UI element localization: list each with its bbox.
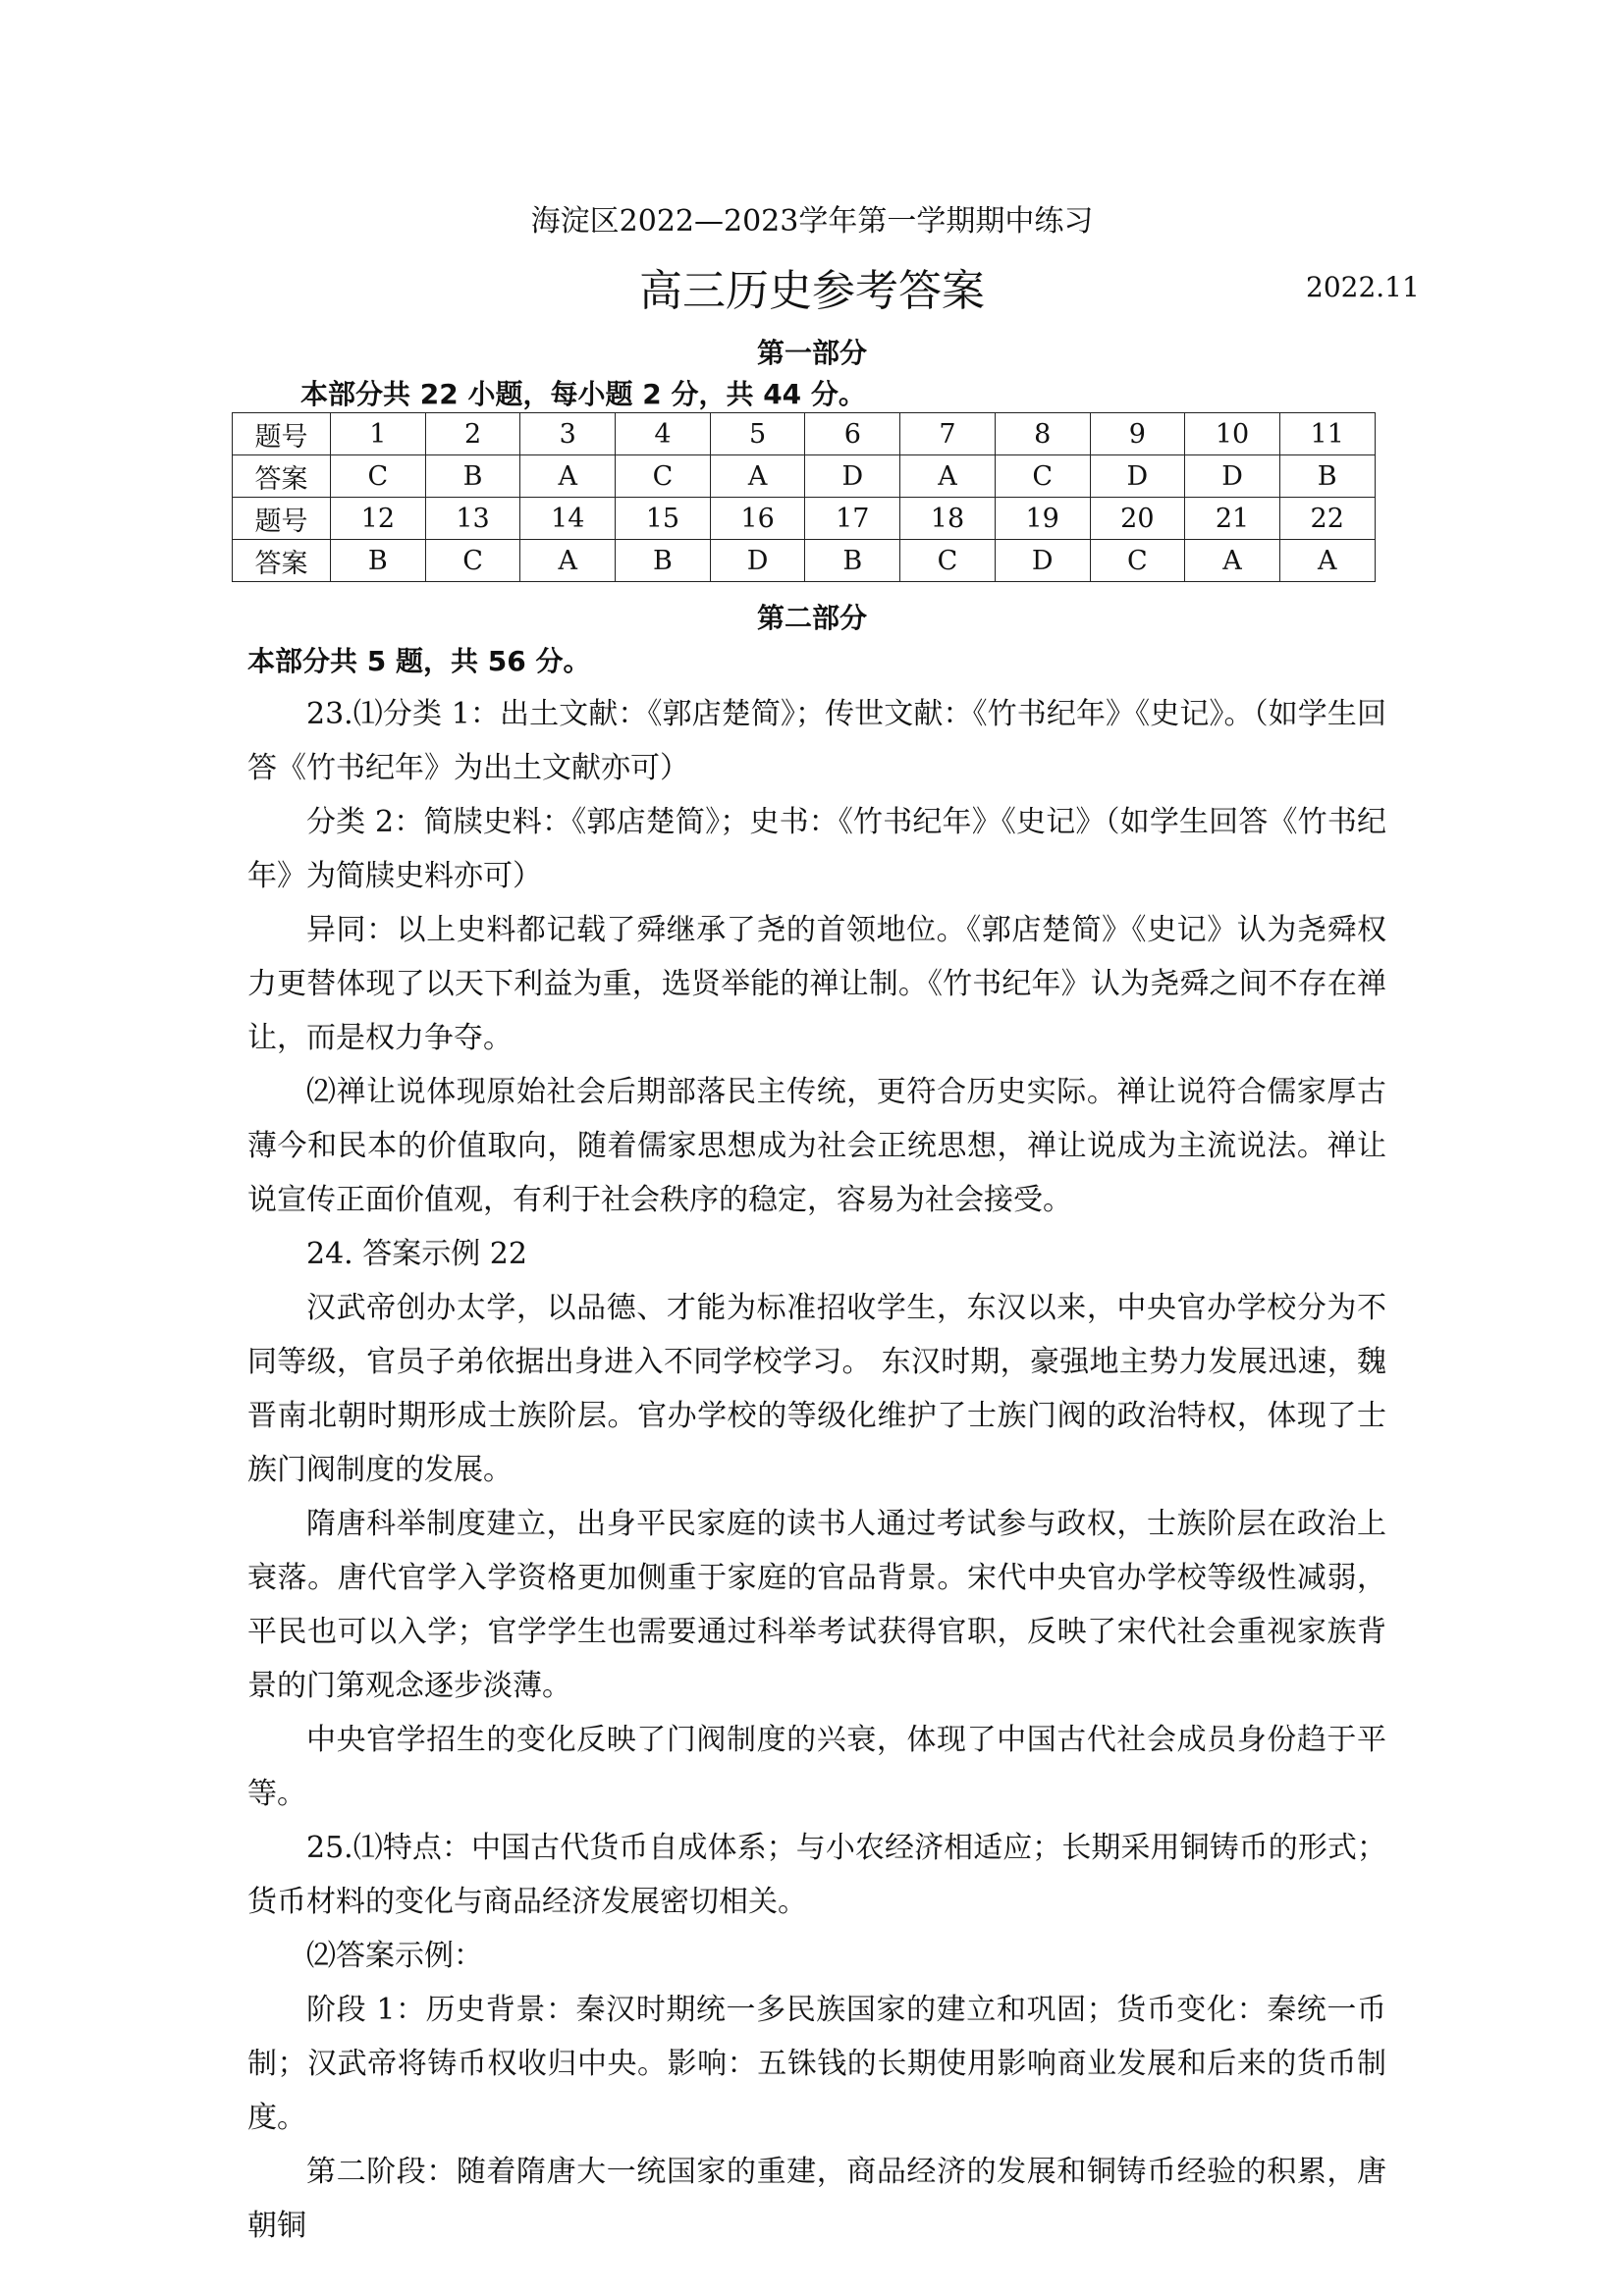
table-cell: A — [710, 455, 805, 498]
answer-paragraph: 第二阶段：随着隋唐大一统国家的重建，商品经济的发展和铜铸币经验的积累，唐朝铜 — [247, 2155, 1386, 2243]
answer-paragraph: 隋唐科举制度建立，出身平民家庭的读书人通过考试参与政权，士族阶层在政治上衰落。唐代官学入学资格更加侧重于家庭的官品背景。宋代中央官办学校等级性减弱，平民也可以入学；官学学生也需要通过科举考试获得官职，反映了宋代社会重视家族背景的门第观念逐步淡薄。 — [247, 1507, 1386, 1703]
table-cell: B — [616, 540, 711, 582]
table-cell: 21 — [1185, 498, 1280, 540]
table-cell: 19 — [995, 498, 1090, 540]
table-cell: D — [710, 540, 805, 582]
table-cell: B — [805, 540, 900, 582]
answer-table — [232, 412, 1376, 582]
table-cell: 7 — [900, 413, 996, 455]
table-cell: 20 — [1090, 498, 1185, 540]
table-cell: A — [1279, 540, 1375, 582]
table-cell: 18 — [900, 498, 996, 540]
table-cell: 11 — [1279, 413, 1375, 455]
answer-paragraph: ⑵答案示例： — [306, 1939, 483, 1973]
table-cell: 17 — [805, 498, 900, 540]
part1-heading: 第一部分 — [756, 337, 867, 369]
table-cell: 4 — [616, 413, 711, 455]
table-cell: 14 — [520, 498, 616, 540]
part2-note: 本部分共 5 题，共 56 分。 — [247, 645, 591, 677]
table-row — [233, 498, 1376, 540]
table-cell: 3 — [520, 413, 616, 455]
table-cell: C — [331, 455, 426, 498]
answer-paragraph: 汉武帝创办太学，以品德、才能为标准招收学生，东汉以来，中央官办学校分为不同等级，官员子弟依据出身进入不同学校学习。 东汉时期，豪强地主势力发展迅速，魏晋南北朝时期形成士族阶层。官办学校的等级化维护了士族门阀的政治特权，体现了士族门阀制度的发展。 — [247, 1291, 1386, 1487]
table-cell: B — [425, 455, 520, 498]
answer-paragraph: 中央官学招生的变化反映了门阀制度的兴衰，体现了中国古代社会成员身份趋于平等。 — [247, 1723, 1386, 1811]
answer-text — [247, 687, 1386, 2253]
table-cell: C — [425, 540, 520, 582]
table-cell: D — [1185, 455, 1280, 498]
part1-note: 本部分共 22 小题，每小题 2 分，共 44 分。 — [300, 378, 866, 410]
table-cell: C — [900, 540, 996, 582]
table-cell: C — [1090, 540, 1185, 582]
answer-paragraph: 25.⑴特点：中国古代货币自成体系；与小农经济相适应；长期采用铜铸币的形式；货币材料的变化与商品经济发展密切相关。 — [247, 1831, 1386, 1919]
table-cell: 8 — [995, 413, 1090, 455]
table-cell: 1 — [331, 413, 426, 455]
table-cell: 22 — [1279, 498, 1375, 540]
part2-heading: 第二部分 — [756, 602, 867, 634]
table-cell: A — [520, 540, 616, 582]
table-cell: D — [995, 540, 1090, 582]
table-cell: C — [616, 455, 711, 498]
row-header-cell: 答案 — [233, 455, 331, 498]
answer-paragraph: ⑵禅让说体现原始社会后期部落民主传统，更符合历史实际。禅让说符合儒家厚古薄今和民本的价值取向，随着儒家思想成为社会正统思想，禅让说成为主流说法。禅让说宣传正面价值观，有利于社会秩序的稳定，容易为社会接受。 — [247, 1075, 1386, 1217]
table-cell: C — [995, 455, 1090, 498]
row-header-cell: 答案 — [233, 540, 331, 582]
answer-key-title: 高三历史参考答案 — [639, 266, 985, 316]
table-cell: 15 — [616, 498, 711, 540]
table-row — [233, 413, 1376, 455]
exam-title: 海淀区2022—2023学年第一学期期中练习 — [530, 204, 1094, 239]
table-row — [233, 455, 1376, 498]
table-cell: 6 — [805, 413, 900, 455]
answer-paragraph: 异同：以上史料都记载了舜继承了尧的首领地位。《郭店楚简》《史记》认为尧舜权力更替体现了以天下利益为重，选贤举能的禅让制。《竹书纪年》认为尧舜之间不存在禅让，而是权力争夺。 — [247, 913, 1386, 1055]
table-cell: B — [331, 540, 426, 582]
table-cell: 13 — [425, 498, 520, 540]
table-cell: 12 — [331, 498, 426, 540]
table-cell: 5 — [710, 413, 805, 455]
row-header-cell: 题号 — [233, 498, 331, 540]
answer-paragraph: 23.⑴分类 1：出土文献：《郭店楚简》；传世文献：《竹书纪年》《史记》。（如学生回答《竹书纪年》为出土文献亦可） — [247, 697, 1386, 785]
table-cell: 16 — [710, 498, 805, 540]
answer-paragraph: 24. 答案示例 22 — [306, 1237, 527, 1271]
table-cell: A — [900, 455, 996, 498]
table-cell: 9 — [1090, 413, 1185, 455]
table-row — [233, 540, 1376, 582]
table-cell: A — [1185, 540, 1280, 582]
exam-date: 2022.11 — [1306, 271, 1420, 303]
table-cell: A — [520, 455, 616, 498]
answer-paragraph: 阶段 1：历史背景：秦汉时期统一多民族国家的建立和巩固；货币变化：秦统一币制；汉武帝将铸币权收归中央。影响：五铢钱的长期使用影响商业发展和后来的货币制度。 — [247, 1993, 1386, 2135]
table-cell: 10 — [1185, 413, 1280, 455]
table-cell: B — [1279, 455, 1375, 498]
table-cell: D — [1090, 455, 1185, 498]
table-cell: D — [805, 455, 900, 498]
answer-paragraph: 分类 2：简牍史料：《郭店楚简》；史书：《竹书纪年》《史记》（如学生回答《竹书纪年》为简牍史料亦可） — [247, 805, 1386, 893]
table-cell: 2 — [425, 413, 520, 455]
row-header-cell: 题号 — [233, 413, 331, 455]
